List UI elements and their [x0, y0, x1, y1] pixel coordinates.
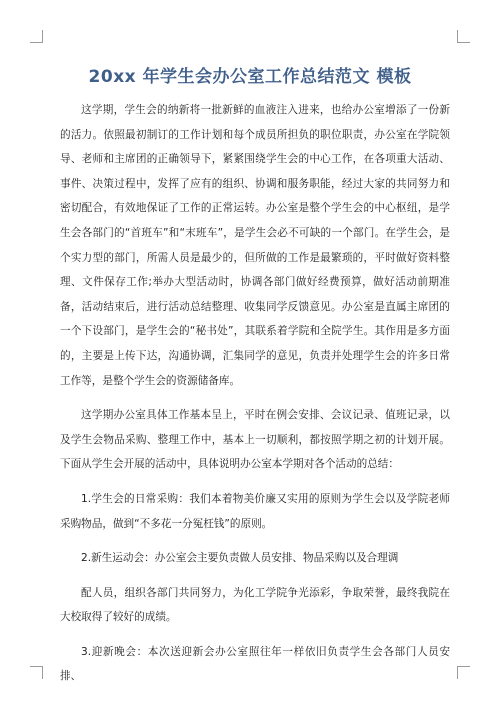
crop-mark-bottom-left: [30, 666, 43, 679]
crop-mark-top-right: [457, 30, 470, 43]
list-item-welcome-party: 3.迎新晚会：本次送迎新会办公室照往年一样依旧负责学生会各部门人员安排、: [60, 645, 450, 683]
list-item-daily-purchasing: 1.学生会的日常采购：我们本着物美价廉又实用的原则为学生会以及学院老师采购物品，做到“不多花一分冤枉钱”的原则。: [60, 492, 450, 530]
paragraph-intro: 这学期，学生会的纳新将一批新鲜的血液注入进来，也给办公室增添了一份新的活力。依照最初制订的工作计划和每个成员所担负的职位职责，办公室在学院领导、老师和主席团的正确领导下，紧紧围绕学生会的中心工作，在各项重大活动、事件、决策过程中，发挥了应有的组织、协调和服务职能，经过大家的共同努力和密切配合，有效地保证了工作的正常运转。办公室是整个学生会的中心枢纽，是学生会各部门的“首班车”和“末班车”，是学生会必不可缺的一个部门。在学生会，是个实力型的部门，所需人员是最少的，但所做的工作是最繁琐的，平时做好资料整理、文件保存工作;举办大型活动时，协调各部门做好经费预算，做好活动前期准备，活动结束后，进行活动总结整理、收集同学反馈意见。办公室是直属主席团的一个下设部门，是学生会的“秘书处”，其联系着学院和全院学生。其作用是多方面的，主要是上传下达，沟通协调，汇集同学的意见，负责并处理学生会的许多日常工作等，是整个学生会的资源储备库。: [60, 104, 450, 387]
crop-mark-bottom-right: [457, 666, 470, 679]
crop-mark-top-left: [30, 30, 43, 43]
document-title: 20xx 年学生会办公室工作总结范文 模板: [88, 67, 412, 87]
list-item-sports-meet-continued: 配人员，组织各部门共同努力，为化工学院争光添彩，争取荣誉，最终我院在大校取得了较好的成绩。: [60, 586, 450, 624]
document-body: [60, 98, 450, 689]
paragraph-summary: 这学期办公室具体工作基本呈上，平时在例会安排、会议记录、值班记录，以及学生会物品采购、整理工作中，基本上一切顺利，都按照学期之初的计划开展。下面从学生会开展的活动中，具体说明办公室本学期对各个活动的总结：: [60, 409, 450, 471]
list-item-sports-meet: 2.新生运动会：办公室会主要负责做人员安排、物品采购以及合理调: [81, 552, 399, 565]
